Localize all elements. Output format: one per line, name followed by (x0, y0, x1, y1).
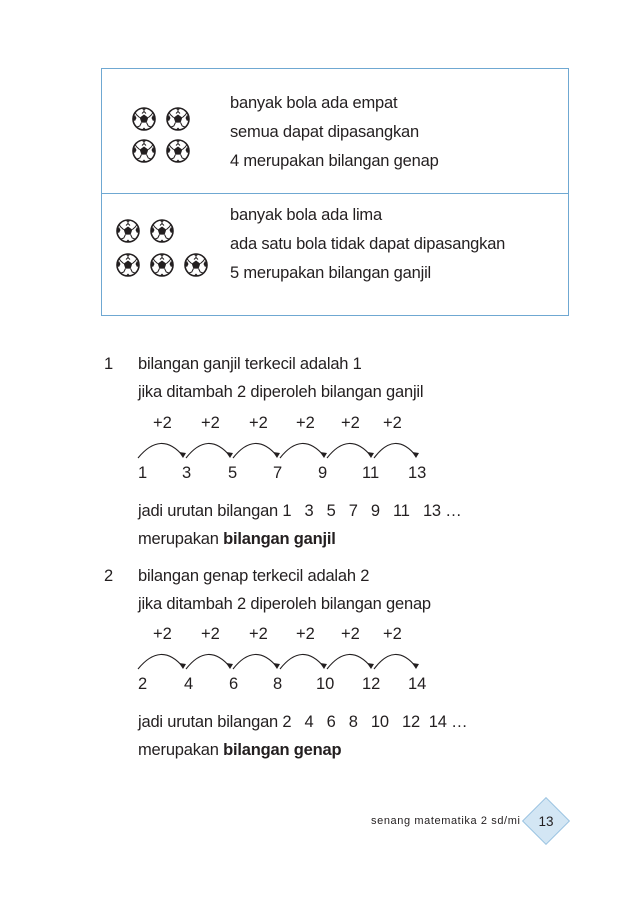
sequence-value: 5 (228, 464, 238, 482)
step-label: +2 (296, 625, 315, 643)
arrow-head (226, 663, 233, 669)
section-number: 1 (104, 355, 114, 373)
step-label: +2 (249, 625, 268, 643)
step-label: +2 (201, 414, 220, 432)
step-label: +2 (153, 414, 172, 432)
jump-arrow (138, 654, 183, 669)
sequence-value: 13 (408, 464, 427, 482)
step-label: +2 (296, 414, 315, 432)
step-label: +2 (249, 414, 268, 432)
section-number: 2 (104, 567, 114, 585)
arrow-head (367, 663, 374, 669)
sequence-value: 6 (229, 675, 239, 693)
result-prefix: merupakan (138, 530, 224, 548)
jump-arrow (186, 654, 230, 669)
result-prefix: merupakan (138, 741, 224, 759)
result-term: bilangan ganjil (223, 530, 336, 548)
page-number: 13 (538, 813, 554, 829)
sequence-value: 1 (138, 464, 148, 482)
section-intro-line: jika ditambah 2 diperoleh bilangan ganjil (138, 383, 424, 401)
step-label: +2 (341, 414, 360, 432)
jump-arrow (280, 654, 324, 669)
sequence-value: 2 (138, 675, 148, 693)
arrow-head (320, 663, 327, 669)
section-intro-line: jika ditambah 2 diperoleh bilangan genap (138, 595, 431, 613)
arrow-head (273, 663, 280, 669)
jump-arrow (327, 654, 371, 669)
sequence-value: 7 (273, 464, 283, 482)
section-intro-line: bilangan genap terkecil adalah 2 (138, 567, 370, 585)
sequence-value: 12 (362, 675, 381, 693)
box-line: ada satu bola tidak dapat dipasangkan (230, 235, 506, 253)
jump-arrow (233, 654, 277, 669)
result-term: bilangan genap (223, 741, 342, 759)
sequence-value: 9 (318, 464, 328, 482)
step-label: +2 (383, 414, 402, 432)
sequence-value: 4 (184, 675, 194, 693)
jump-arrow (374, 654, 416, 669)
box-line: 4 merupakan bilangan genap (230, 152, 439, 170)
conclusion-line: jadi urutan bilangan 2 4 6 8 10 12 14 … (138, 713, 468, 731)
step-label: +2 (153, 625, 172, 643)
arrow-head (179, 663, 186, 669)
box-line: banyak bola ada lima (230, 206, 382, 224)
result-line (138, 741, 341, 760)
sequence-value: 14 (408, 675, 427, 693)
sequence-value: 11 (362, 464, 380, 482)
conclusion-line: jadi urutan bilangan 1 3 5 7 9 11 13 … (138, 502, 462, 520)
step-label: +2 (383, 625, 402, 643)
sequence-value: 8 (273, 675, 283, 693)
arrow-head (412, 663, 419, 669)
box-line: semua dapat dipasangkan (230, 123, 419, 141)
sequence-value: 3 (182, 464, 192, 482)
section-intro-line: bilangan ganjil terkecil adalah 1 (138, 355, 362, 373)
step-label: +2 (341, 625, 360, 643)
sequence-value: 10 (316, 675, 335, 693)
step-label: +2 (201, 625, 220, 643)
box-line: banyak bola ada empat (230, 94, 398, 112)
book-title: senang matematika 2 sd/mi (371, 815, 521, 827)
box-line: 5 merupakan bilangan ganjil (230, 264, 431, 282)
